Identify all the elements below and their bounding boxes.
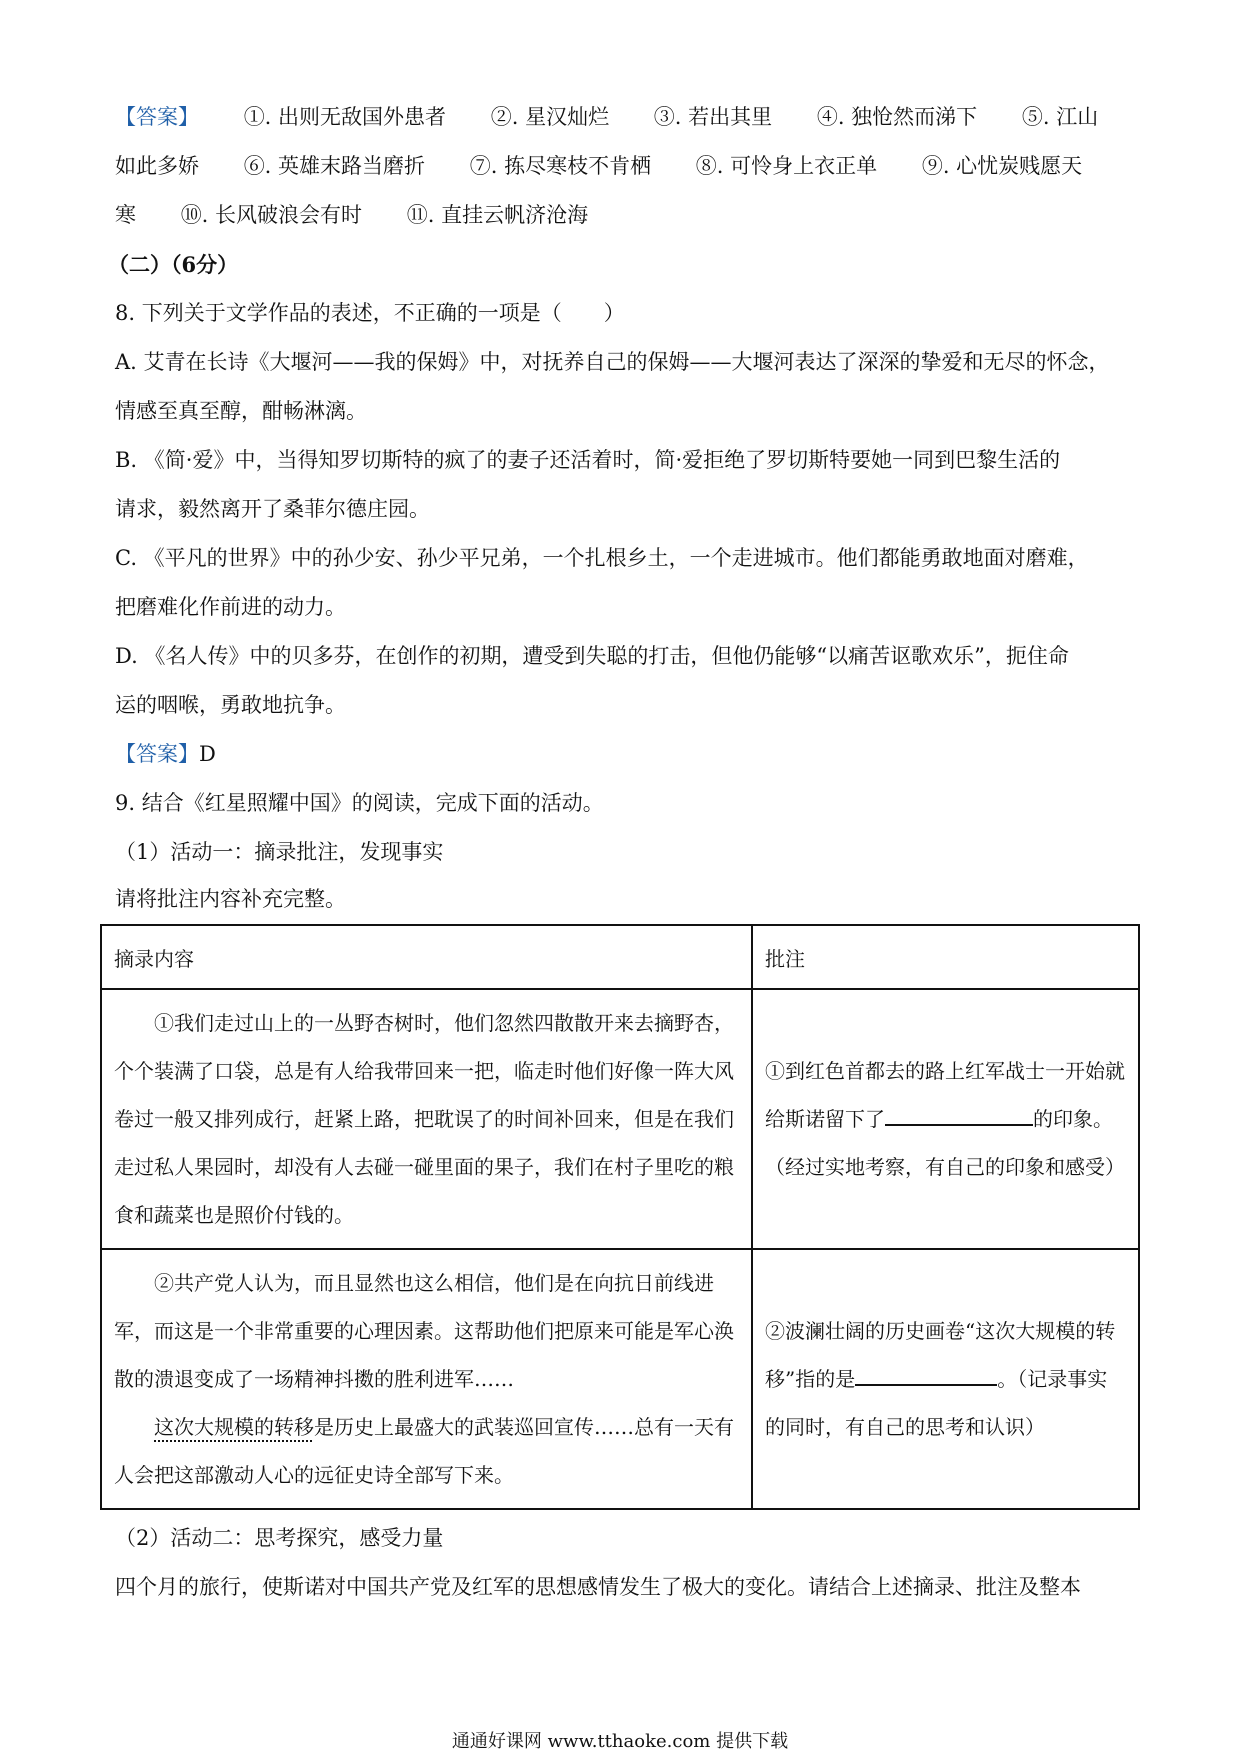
annotation-2-part-b: 。（记录事实的同时，有自己的思考和认识） (765, 1367, 1108, 1439)
excerpt-annotation-table (100, 924, 1140, 1510)
answer-tag: 【答案】 (115, 742, 199, 766)
annotation-text-1 (765, 1047, 1126, 1191)
annotation-2-part-a: ②波澜壮阔的历史画卷“这次大规模的转移”指的是 (765, 1319, 1116, 1391)
answer-item: ⑩. 长风破浪会有时 (180, 203, 363, 227)
activity-1-instruction: 请将批注内容补充完整。 (115, 887, 346, 911)
answer-tag: 【答案】 (115, 105, 199, 129)
option-a-line-2: 情感至真至醇，酣畅淋漓。 (115, 399, 367, 423)
excerpt-text-2b-rest: 是历史上最盛大的武装巡回宣传……总有一天有人会把这部激动人心的远征史诗全部写下来。 (114, 1415, 734, 1487)
answer-item: ①. 出则无敌国外患者 (243, 105, 447, 129)
table-header-excerpt: 摘录内容 (101, 925, 752, 989)
answer-value: D (199, 742, 216, 766)
activity-2-heading: （2）活动二：思考探究，感受力量 (115, 1526, 444, 1550)
annotation-1-part-c: 印象。（经过实地考察，有自己的印象和感受） (765, 1107, 1125, 1179)
option-d-line-1: D. 《名人传》中的贝多芬，在创作的初期，遭受到失聪的打击，但他仍能够“以痛苦讴歌欢乐”，扼住命 (115, 644, 1069, 668)
activity-2-text: 四个月的旅行，使斯诺对中国共产党及红军的思想感情发生了极大的变化。请结合上述摘录、批注及整本 (115, 1575, 1081, 1599)
question-8-answer (115, 730, 1135, 779)
option-c-line-1: C. 《平凡的世界》中的孙少安、孙少平兄弟，一个扎根乡土，一个走进城市。他们都能勇敢地面对磨难， (115, 546, 1089, 570)
annotation-1-part-a: ①到红色首都去的路上红军战士一开始就给斯诺留下了 (765, 1059, 1125, 1131)
answer-item: 寒 (115, 203, 136, 227)
answer-item: ③. 若出其里 (653, 105, 773, 129)
excerpt-cell-1 (101, 989, 752, 1249)
answer-line-3 (115, 191, 1135, 240)
question-8-stem: 8. 下列关于文学作品的表述，不正确的一项是（ ） (115, 301, 625, 325)
answer-blank-2[interactable] (855, 1362, 997, 1386)
question-9-stem: 9. 结合《红星照耀中国》的阅读，完成下面的活动。 (115, 791, 604, 815)
table-row (101, 989, 1139, 1249)
annotation-cell-2 (752, 1249, 1139, 1509)
excerpt-text-1: ①我们走过山上的一丛野杏树时，他们忽然四散散开来去摘野杏，个个装满了口袋，总是有人给我带回来一把，临走时他们好像一阵大风卷过一般又排列成行，赶紧上路，把耽误了的时间补回来，但是在我们走过私人果园时，却没有人去碰一碰里面的果子，我们在村子里吃的粮食和蔬菜也是照价付钱的。 (114, 1011, 734, 1227)
table-row (101, 1249, 1139, 1509)
answer-item: ⑦. 拣尽寒枝不肯栖 (469, 154, 652, 178)
excerpt-text-2b (114, 1403, 739, 1499)
answer-item: 如此多娇 (115, 154, 199, 178)
answer-item: ④. 独怆然而涕下 (816, 105, 978, 129)
table-header-annotation: 批注 (752, 925, 1139, 989)
excerpt-text-2a: ②共产党人认为，而且显然也这么相信，他们是在向抗日前线进军，而这是一个非常重要的心理因素。这帮助他们把原来可能是军心涣散的溃退变成了一场精神抖擞的胜利进军…… (114, 1271, 734, 1391)
answer-item: ⑥. 英雄末路当磨折 (243, 154, 426, 178)
excerpt-cell-2 (101, 1249, 752, 1509)
annotation-cell-1 (752, 989, 1139, 1249)
emphasized-phrase: 这次大规模的转移 (154, 1415, 314, 1439)
answer-item: ⑨. 心忧炭贱愿天 (921, 154, 1083, 178)
answer-line-1 (115, 93, 1135, 142)
answer-line-2 (115, 142, 1135, 191)
answer-item: ②. 星汉灿烂 (490, 105, 610, 129)
option-d-line-2: 运的咽喉，勇敢地抗争。 (115, 693, 346, 717)
answer-blank-1[interactable] (885, 1102, 1033, 1126)
option-a-line-1: A. 艾青在长诗《大堰河——我的保姆》中，对抚养自己的保姆——大堰河表达了深深的挚爱和无尽的怀念， (115, 350, 1110, 374)
page-footer: 通通好课网 www.tthaoke.com 提供下载 (451, 1731, 789, 1752)
answer-item: ⑪. 直挂云帆济沧海 (406, 203, 589, 227)
annotation-text-2 (765, 1307, 1126, 1451)
option-c-line-2: 把磨难化作前进的动力。 (115, 595, 346, 619)
activity-1-heading: （1）活动一：摘录批注，发现事实 (115, 840, 444, 864)
table-header-row (101, 925, 1139, 989)
answer-item: ⑧. 可怜身上衣正单 (695, 154, 878, 178)
section-heading: （二）（6分） (108, 252, 239, 277)
annotation-1-part-b: 的 (1033, 1107, 1053, 1131)
option-b-line-1: B. 《简·爱》中，当得知罗切斯特的疯了的妻子还活着时，简·爱拒绝了罗切斯特要她一同到巴黎生活的 (115, 448, 1061, 472)
answer-item: ⑤. 江山 (1021, 105, 1099, 129)
option-b-line-2: 请求，毅然离开了桑菲尔德庄园。 (115, 497, 430, 521)
